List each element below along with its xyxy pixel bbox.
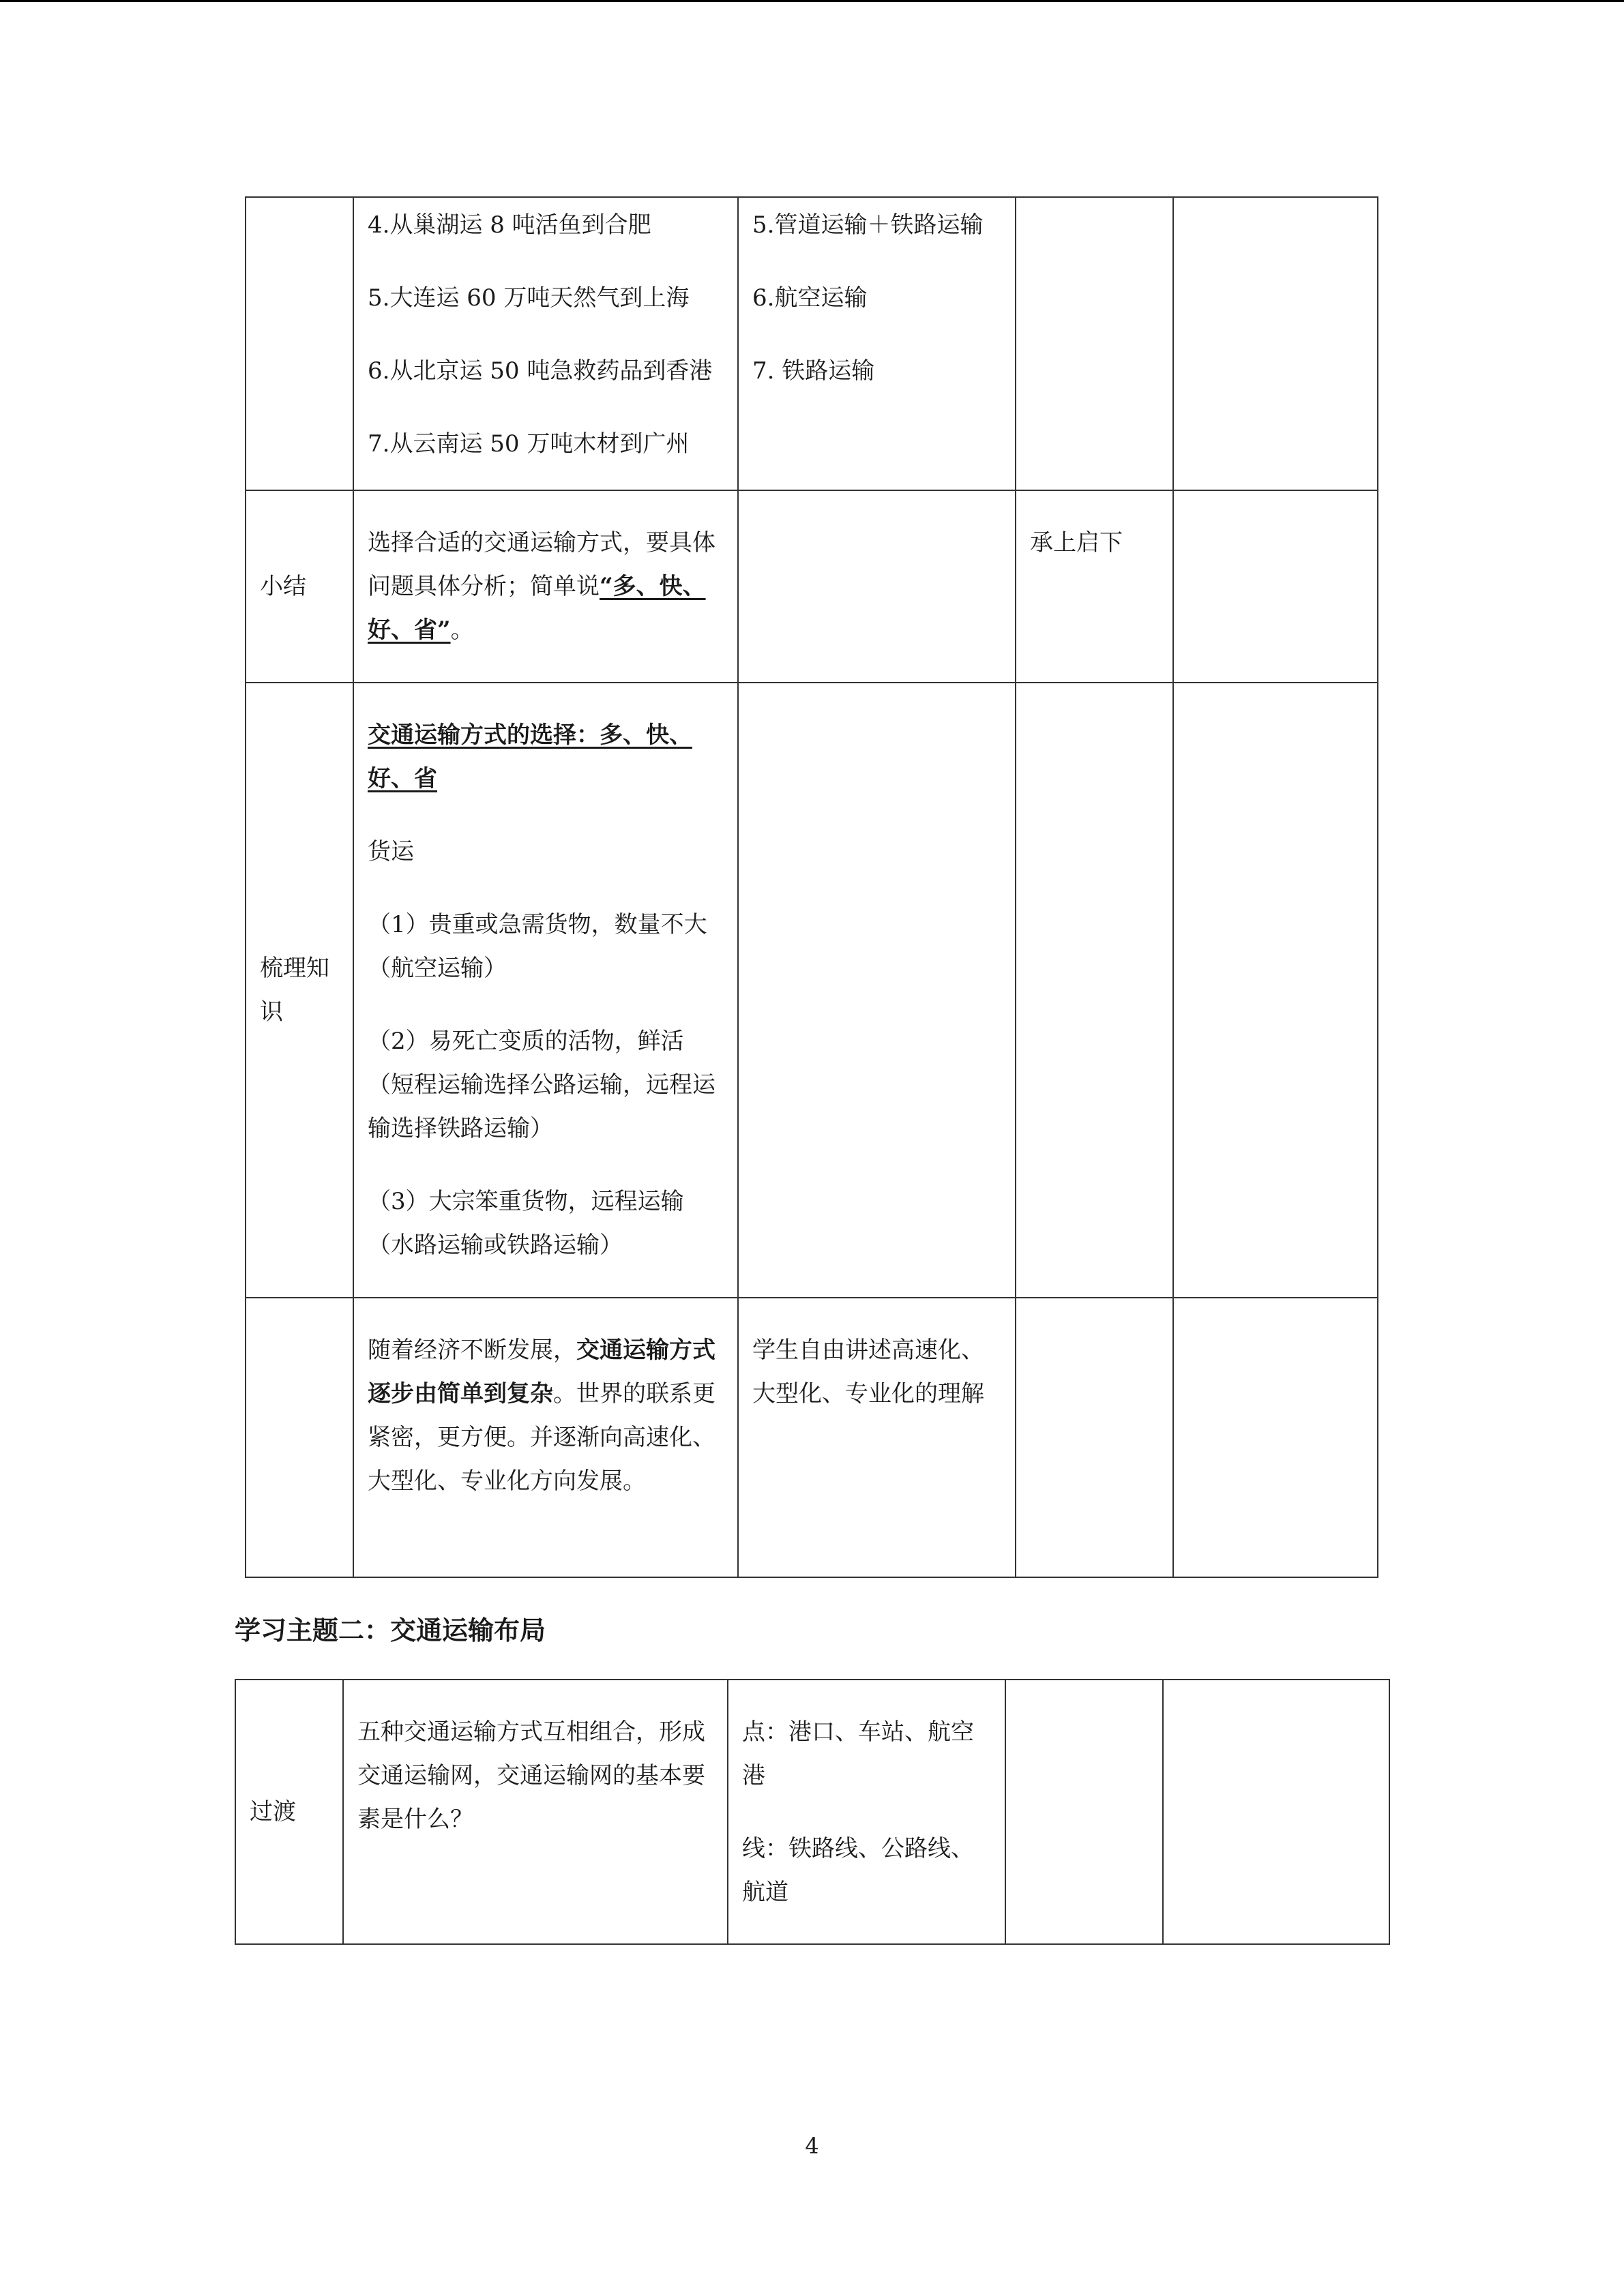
list-item: 7.从云南运 50 万吨木材到广州 — [368, 430, 690, 458]
empty-cell — [1005, 1680, 1163, 1944]
empty-cell — [1016, 197, 1173, 490]
summary-text: 选择合适的交通运输方式，要具体问题具体分析；简单说 — [368, 529, 715, 600]
table-row — [246, 490, 1378, 683]
empty-cell — [738, 683, 1016, 1298]
row-label-cell — [246, 1298, 353, 1577]
development-text-end: 。世界的联系更紧密，更方便。并逐渐向高速化、大型化、专业化方向发展。 — [368, 1380, 715, 1495]
empty-cell — [738, 490, 1016, 683]
knowledge-point: （3）大宗笨重货物，远程运输（水路运输或铁路运输） — [368, 1188, 684, 1259]
question-text: 五种交通运输方式互相组合，形成交通运输网，交通运输网的基本要素是什么？ — [357, 1718, 705, 1833]
row-label-summary: 小结 — [246, 490, 353, 683]
empty-cell — [1016, 683, 1173, 1298]
summary-highlight: “多、快、好、省” — [368, 573, 706, 644]
page-top-border — [0, 0, 1624, 2]
points-cell — [728, 1680, 1005, 1944]
knowledge-subtitle: 货运 — [368, 838, 414, 865]
empty-cell — [1173, 1298, 1378, 1577]
development-text: 随着经济不断发展， — [368, 1337, 576, 1364]
table-row — [235, 1680, 1389, 1944]
knowledge-point: （2）易死亡变质的活物，鲜活（短程运输选择公路运输，远程运输选择铁路运输） — [368, 1028, 715, 1142]
row-label-transition: 过渡 — [235, 1680, 343, 1944]
empty-cell — [1173, 197, 1378, 490]
knowledge-point: （1）贵重或急需货物，数量不大（航空运输） — [368, 911, 707, 982]
table-row — [246, 1298, 1378, 1577]
development-cell — [353, 1298, 738, 1577]
network-point: 线：铁路线、公路线、航道 — [742, 1835, 974, 1906]
knowledge-title: 交通运输方式的选择：多、快、好、省 — [368, 721, 692, 792]
summary-end: 。 — [450, 616, 474, 644]
lesson-table-1 — [245, 196, 1378, 1578]
section-heading: 学习主题二：交通运输布局 — [235, 1615, 546, 1645]
table-row — [246, 197, 1378, 490]
table-row — [246, 683, 1378, 1298]
content-cell — [353, 197, 738, 490]
purpose-text: 承上启下 — [1030, 529, 1123, 556]
answer-item: 6.航空运输 — [752, 284, 868, 312]
row-label-knowledge: 梳理知识 — [246, 683, 353, 1298]
question-cell — [343, 1680, 728, 1944]
answer-cell — [738, 197, 1016, 490]
student-text: 学生自由讲述高速化、大型化、专业化的理解 — [752, 1337, 984, 1407]
empty-cell — [1163, 1680, 1389, 1944]
answer-item: 7. 铁路运输 — [752, 357, 875, 385]
empty-cell — [1173, 490, 1378, 683]
network-point: 点：港口、车站、航空港 — [742, 1718, 974, 1789]
summary-cell — [353, 490, 738, 683]
list-item: 4.从巢湖运 8 吨活鱼到合肥 — [368, 211, 651, 239]
student-cell — [738, 1298, 1016, 1577]
answer-item: 5.管道运输＋铁路运输 — [752, 211, 984, 239]
page-number: 4 — [805, 2133, 819, 2159]
purpose-cell — [1016, 490, 1173, 683]
row-label-cell — [246, 197, 353, 490]
knowledge-cell — [353, 683, 738, 1298]
lesson-table-2 — [235, 1679, 1390, 1945]
list-item: 6.从北京运 50 吨急救药品到香港 — [368, 357, 713, 385]
development-bold: 交通运输方式逐步由简单到复杂 — [368, 1337, 715, 1407]
empty-cell — [1173, 683, 1378, 1298]
list-item: 5.大连运 60 万吨天然气到上海 — [368, 284, 690, 312]
empty-cell — [1016, 1298, 1173, 1577]
